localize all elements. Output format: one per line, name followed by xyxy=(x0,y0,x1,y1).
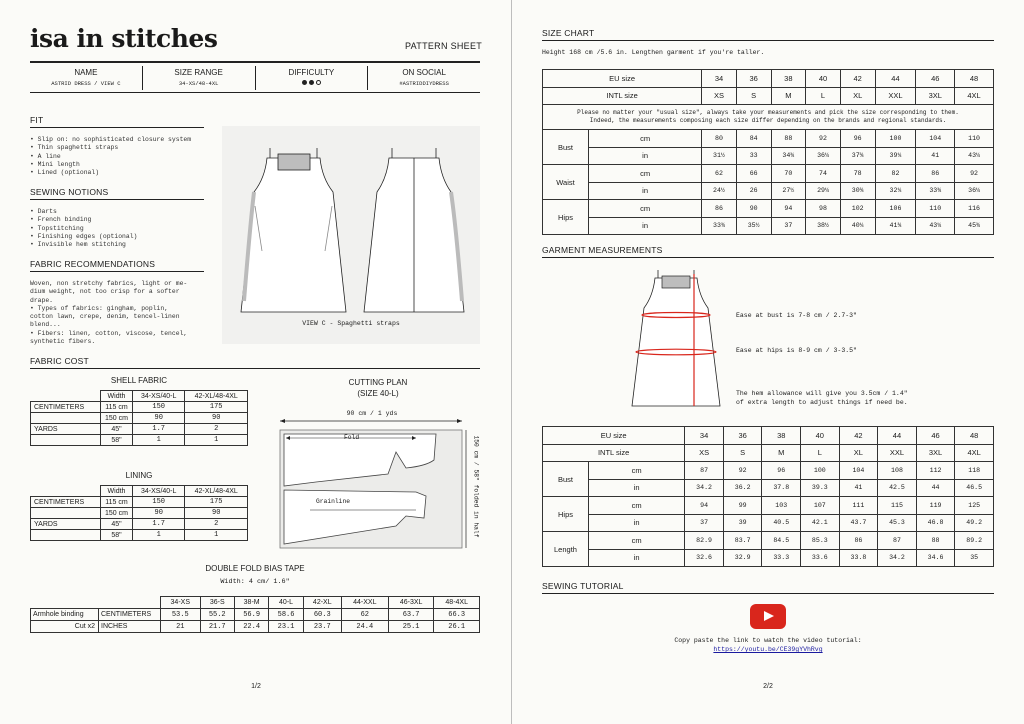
fabric-rec-line: cotton lawn, crepe, denim, tencel-linen xyxy=(30,313,180,321)
notion-item: • Topstitching xyxy=(30,224,84,232)
info-social xyxy=(368,66,480,90)
garment-measure-drawing xyxy=(622,266,732,410)
column-header: 44-XXL xyxy=(341,597,388,609)
ease-hips-note: Ease at hips is 8-9 cm / 3-3.5" xyxy=(736,347,857,354)
fabric-rec-line: • Types of fabrics: gingham, poplin, xyxy=(30,304,169,312)
play-triangle-icon xyxy=(764,611,774,621)
fabric-rec-text xyxy=(30,280,220,346)
size-chart-heading: SIZE CHART xyxy=(542,28,595,38)
info-value: 34-XS/48-4XL xyxy=(178,80,219,87)
fit-item: • A line xyxy=(30,152,61,160)
table-row: INTL size XS S M L XL XXL 3XL 4XL xyxy=(543,87,994,105)
shell-fabric-table xyxy=(30,390,248,446)
fabric-cost-heading: FABRIC COST xyxy=(30,356,89,366)
fit-item: • Mini length xyxy=(30,160,80,168)
section-rule xyxy=(30,199,204,200)
size-chart-note: Height 168 cm /5.6 in. Lengthen garment if you're taller. xyxy=(542,49,765,56)
column-header: 48-4XL xyxy=(434,597,480,609)
table-row: CENTIMETERS 115 cm 150 175 xyxy=(31,402,248,413)
column-header: 42-XL/48-4XL xyxy=(185,391,248,402)
info-rule xyxy=(30,92,480,93)
dress-flat-drawings xyxy=(222,126,480,344)
bias-tape-table xyxy=(30,596,480,633)
difficulty-dot-empty xyxy=(316,80,321,85)
sheet-title: PATTERN SHEET xyxy=(405,41,483,51)
column-header: 36-S xyxy=(200,597,234,609)
youtube-play-icon[interactable] xyxy=(750,604,786,629)
ease-bust-note: Ease at bust is 7-8 cm / 2.7-3" xyxy=(736,312,857,319)
notions-heading: SEWING NOTIONS xyxy=(30,187,109,197)
table-row: in 24½ 26 27½ 29¼ 30¾ 32¼ 33¾ 36¼ xyxy=(543,182,994,200)
info-size-range xyxy=(143,66,256,90)
difficulty-dot-filled xyxy=(302,80,307,85)
table-row: YARDS 45" 1.7 2 xyxy=(31,424,248,435)
fabric-rec-line: Woven, non stretchy fabrics, light or me- xyxy=(30,280,188,287)
info-strip xyxy=(30,66,480,90)
column-header: Width xyxy=(101,391,133,402)
table-row: Waist cm 62 66 70 74 78 82 86 92 xyxy=(543,165,994,183)
column-header: 46-3XL xyxy=(388,597,434,609)
table-row: 58" 1 1 xyxy=(31,530,248,541)
cutting-plan-title: CUTTING PLAN (SIZE 40-L) xyxy=(348,378,408,398)
fabric-rec-line: synthetic fibers. xyxy=(30,338,96,346)
table-row: Armhole binding CENTIMETERS 53.5 55.2 56.9 58.6 60.3 62 63.7 66.3 xyxy=(31,609,480,621)
pattern-sheet-page-2 xyxy=(512,0,1024,724)
fabric-rec-line: • Fibers: linen, cotton, viscose, tencel, xyxy=(30,329,188,337)
notion-item: • Invisible hem stitching xyxy=(30,241,126,249)
info-label: SIZE RANGE xyxy=(174,68,223,77)
cutting-plan-layout xyxy=(276,416,472,556)
table-row: 58" 1 1 xyxy=(31,435,248,446)
page-number: 2/2 xyxy=(763,683,773,690)
dress-illustration xyxy=(222,126,480,344)
cutting-plan-width: 90 cm / 1 yds xyxy=(346,410,398,417)
table-row: in 34.2 36.2 37.8 39.3 41 42.5 44 46.5 xyxy=(543,479,994,497)
fabric-rec-line: drape. xyxy=(30,296,54,304)
bias-tape-title: DOUBLE FOLD BIAS TAPE xyxy=(205,564,305,573)
table-header-row xyxy=(31,486,248,497)
garment-measurements-table xyxy=(542,426,994,567)
column-header: 40-L xyxy=(269,597,303,609)
illustration-caption: VIEW C - Spaghetti straps xyxy=(302,320,400,327)
section-rule xyxy=(542,593,994,594)
lining-table xyxy=(30,485,248,541)
column-header: 34-XS/40-L xyxy=(133,391,185,402)
column-header: 34-XS/40-L xyxy=(133,486,185,497)
table-row: Bust cm 87 92 96 100 104 108 112 118 xyxy=(543,462,994,480)
table-row: in 32.6 32.9 33.3 33.6 33.8 34.2 34.6 35 xyxy=(543,549,994,567)
notion-item: • French binding xyxy=(30,216,92,224)
column-header: 38-M xyxy=(234,597,268,609)
info-name xyxy=(30,66,143,90)
fabric-rec-heading: FABRIC RECOMMENDATIONS xyxy=(30,259,156,269)
notion-item: • Darts xyxy=(30,208,57,215)
dress-back-drawing xyxy=(364,148,464,312)
info-value: ASTRID DRESS / VIEW C xyxy=(51,80,121,87)
fabric-rec-line: blend... xyxy=(30,321,61,329)
table-row: EU size 34 36 38 40 42 44 46 48 xyxy=(543,427,994,445)
section-rule xyxy=(30,271,204,272)
cutting-plan-height: 150 cm / 58" folded in half xyxy=(472,435,480,538)
table-header-row xyxy=(31,391,248,402)
section-rule xyxy=(30,127,204,128)
table-header-row xyxy=(31,597,480,609)
fit-item: • Slip on: no sophisticated closure system xyxy=(30,136,192,143)
table-row: Bust cm 80 84 88 92 96 100 104 110 xyxy=(543,130,994,148)
size-advice: Please no matter your "usual size", always take your measurements and pick the size corresponding to them. Indeed, the measurements composing each size differ depending on the brands and regional standards. xyxy=(543,105,994,130)
table-row: EU size 34 36 38 40 42 44 46 48 xyxy=(543,70,994,88)
fit-item: • Lined (optional) xyxy=(30,169,100,177)
cutting-plan-fold-label: Fold xyxy=(344,434,360,441)
info-value: #ASTRIDDIYDRESS xyxy=(399,80,449,87)
header-rule xyxy=(30,61,480,63)
hem-allowance-note: The hem allowance will give you 3.5cm / 1.4" of extra length to adjust things if need be. xyxy=(736,390,908,406)
table-row: in 33¾ 35½ 37 38½ 40¼ 41¾ 43¼ 45¾ xyxy=(543,217,994,235)
notions-list xyxy=(30,208,220,249)
brand-logo: isa in stitches xyxy=(30,24,218,53)
info-difficulty xyxy=(256,66,369,90)
difficulty-dots xyxy=(256,80,368,85)
section-rule xyxy=(30,368,480,369)
table-row: in 37 39 40.5 42.1 43.7 45.3 46.8 49.2 xyxy=(543,514,994,532)
info-label: NAME xyxy=(74,68,98,77)
table-row: in 31½ 33 34¾ 36¼ 37¾ 39¼ 41 43¼ xyxy=(543,147,994,165)
page-number: 1/2 xyxy=(251,683,261,690)
tutorial-heading: SEWING TUTORIAL xyxy=(542,581,624,591)
shell-fabric-title: SHELL FABRIC xyxy=(110,376,168,385)
info-label: ON SOCIAL xyxy=(402,68,446,77)
table-row: 150 cm 90 90 xyxy=(31,413,248,424)
fit-list xyxy=(30,136,220,177)
info-label: DIFFICULTY xyxy=(288,68,335,77)
difficulty-dot-filled xyxy=(309,80,314,85)
notion-item: • Finishing edges (optional) xyxy=(30,232,138,240)
fit-heading: FIT xyxy=(30,115,44,125)
garment-heading: GARMENT MEASUREMENTS xyxy=(542,245,663,255)
table-row: 150 cm 90 90 xyxy=(31,508,248,519)
tutorial-text: Copy paste the link to watch the video tutorial: xyxy=(674,637,862,644)
column-header: Width xyxy=(101,486,133,497)
dress-front-drawing xyxy=(241,148,346,312)
table-row: CENTIMETERS 115 cm 150 175 xyxy=(31,497,248,508)
column-header: 42-XL/48-4XL xyxy=(185,486,248,497)
tutorial-link[interactable]: https://youtu.be/CE39gYVhRvg xyxy=(713,646,823,653)
size-chart-table xyxy=(542,69,994,235)
table-row: Length cm 82.9 83.7 84.5 85.3 86 87 88 89.2 xyxy=(543,532,994,550)
table-row xyxy=(543,105,994,130)
bias-tape-subtitle: Width: 4 cm/ 1.6" xyxy=(220,578,290,586)
section-rule xyxy=(542,257,994,258)
table-row: INTL size XS S M L XL XXL 3XL 4XL xyxy=(543,444,994,462)
fabric-rec-line: dium weight, not too crisp for a softer xyxy=(30,288,180,296)
table-row: Cut x2 INCHES 21 21.7 22.4 23.1 23.7 24.4 25.1 26.1 xyxy=(31,621,480,633)
fit-item: • Thin spaghetti straps xyxy=(30,144,119,152)
cutting-plan-grainline-label: Grainline xyxy=(316,498,351,505)
column-header: 42-XL xyxy=(303,597,341,609)
table-row: YARDS 45" 1.7 2 xyxy=(31,519,248,530)
table-row: Hips cm 94 99 103 107 111 115 119 125 xyxy=(543,497,994,515)
column-header: 34-XS xyxy=(161,597,201,609)
lining-title: LINING xyxy=(125,471,153,480)
section-rule xyxy=(542,40,994,41)
table-row: Hips cm 86 90 94 98 102 106 110 116 xyxy=(543,200,994,218)
